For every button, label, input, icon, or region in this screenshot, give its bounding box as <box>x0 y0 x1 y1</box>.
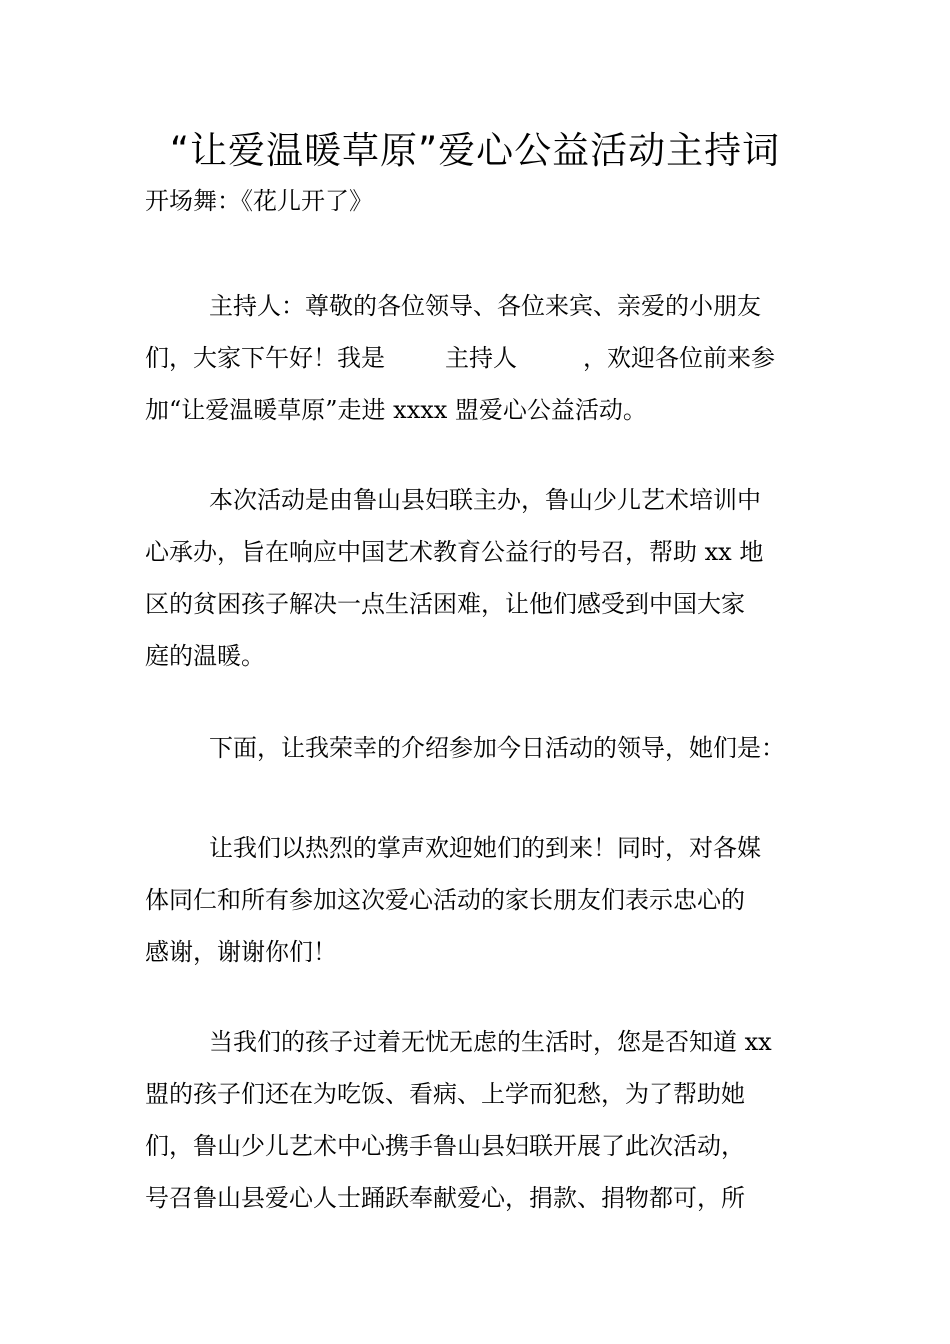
paragraph-line: 盟的孩子们还在为吃饭、看病、上学而犯愁，为了帮助她 <box>145 1080 745 1108</box>
paragraph-event-organizers <box>145 474 807 682</box>
paragraph-line: 区的贫困孩子解决一点生活困难，让他们感受到中国大家 <box>145 590 745 618</box>
paragraph-line: 让我们以热烈的掌声欢迎她们的到来！同时，对各媒 <box>209 834 761 862</box>
line-segment: ，欢迎各位前来参 <box>583 344 775 372</box>
paragraph-call-to-action <box>145 1016 807 1224</box>
paragraph-line: 庭的温暖。 <box>145 642 265 670</box>
paragraph-line: 加“让爱温暖草原”走进 xxxx 盟爱心公益活动。 <box>145 396 647 424</box>
line-segment: 主持人 <box>445 344 517 372</box>
document-title: “让爱温暖草原”爱心公益活动主持词 <box>169 129 781 172</box>
paragraph-line: 当我们的孩子过着无忧无虑的生活时，您是否知道 xx <box>209 1028 772 1056</box>
paragraph-line: 号召鲁山县爱心人士踊跃奉献爱心，捐款、捐物都可，所 <box>145 1184 745 1212</box>
opening-dance-line: 开场舞：《花儿开了》 <box>145 187 373 215</box>
paragraph-line: 心承办，旨在响应中国艺术教育公益行的号召，帮助 xx 地 <box>145 538 764 566</box>
paragraph-line: 本次活动是由鲁山县妇联主办，鲁山少儿艺术培训中 <box>209 486 761 514</box>
paragraph-host-greeting <box>145 280 807 436</box>
paragraph-line: 体同仁和所有参加这次爱心活动的家长朋友们表示忠心的 <box>145 886 745 914</box>
paragraph-introduce-leaders <box>145 722 807 774</box>
paragraph-line: 们，鲁山少儿艺术中心携手鲁山县妇联开展了此次活动， <box>145 1132 745 1160</box>
line-segment: 们，大家下午好！我是 <box>145 344 385 372</box>
paragraph-line <box>145 332 807 384</box>
paragraph-line: 主持人：尊敬的各位领导、各位来宾、亲爱的小朋友 <box>209 292 761 320</box>
paragraph-welcome-applause <box>145 822 807 978</box>
paragraph-line: 下面，让我荣幸的介绍参加今日活动的领导，她们是： <box>209 734 785 762</box>
paragraph-line: 感谢，谢谢你们！ <box>145 938 337 966</box>
